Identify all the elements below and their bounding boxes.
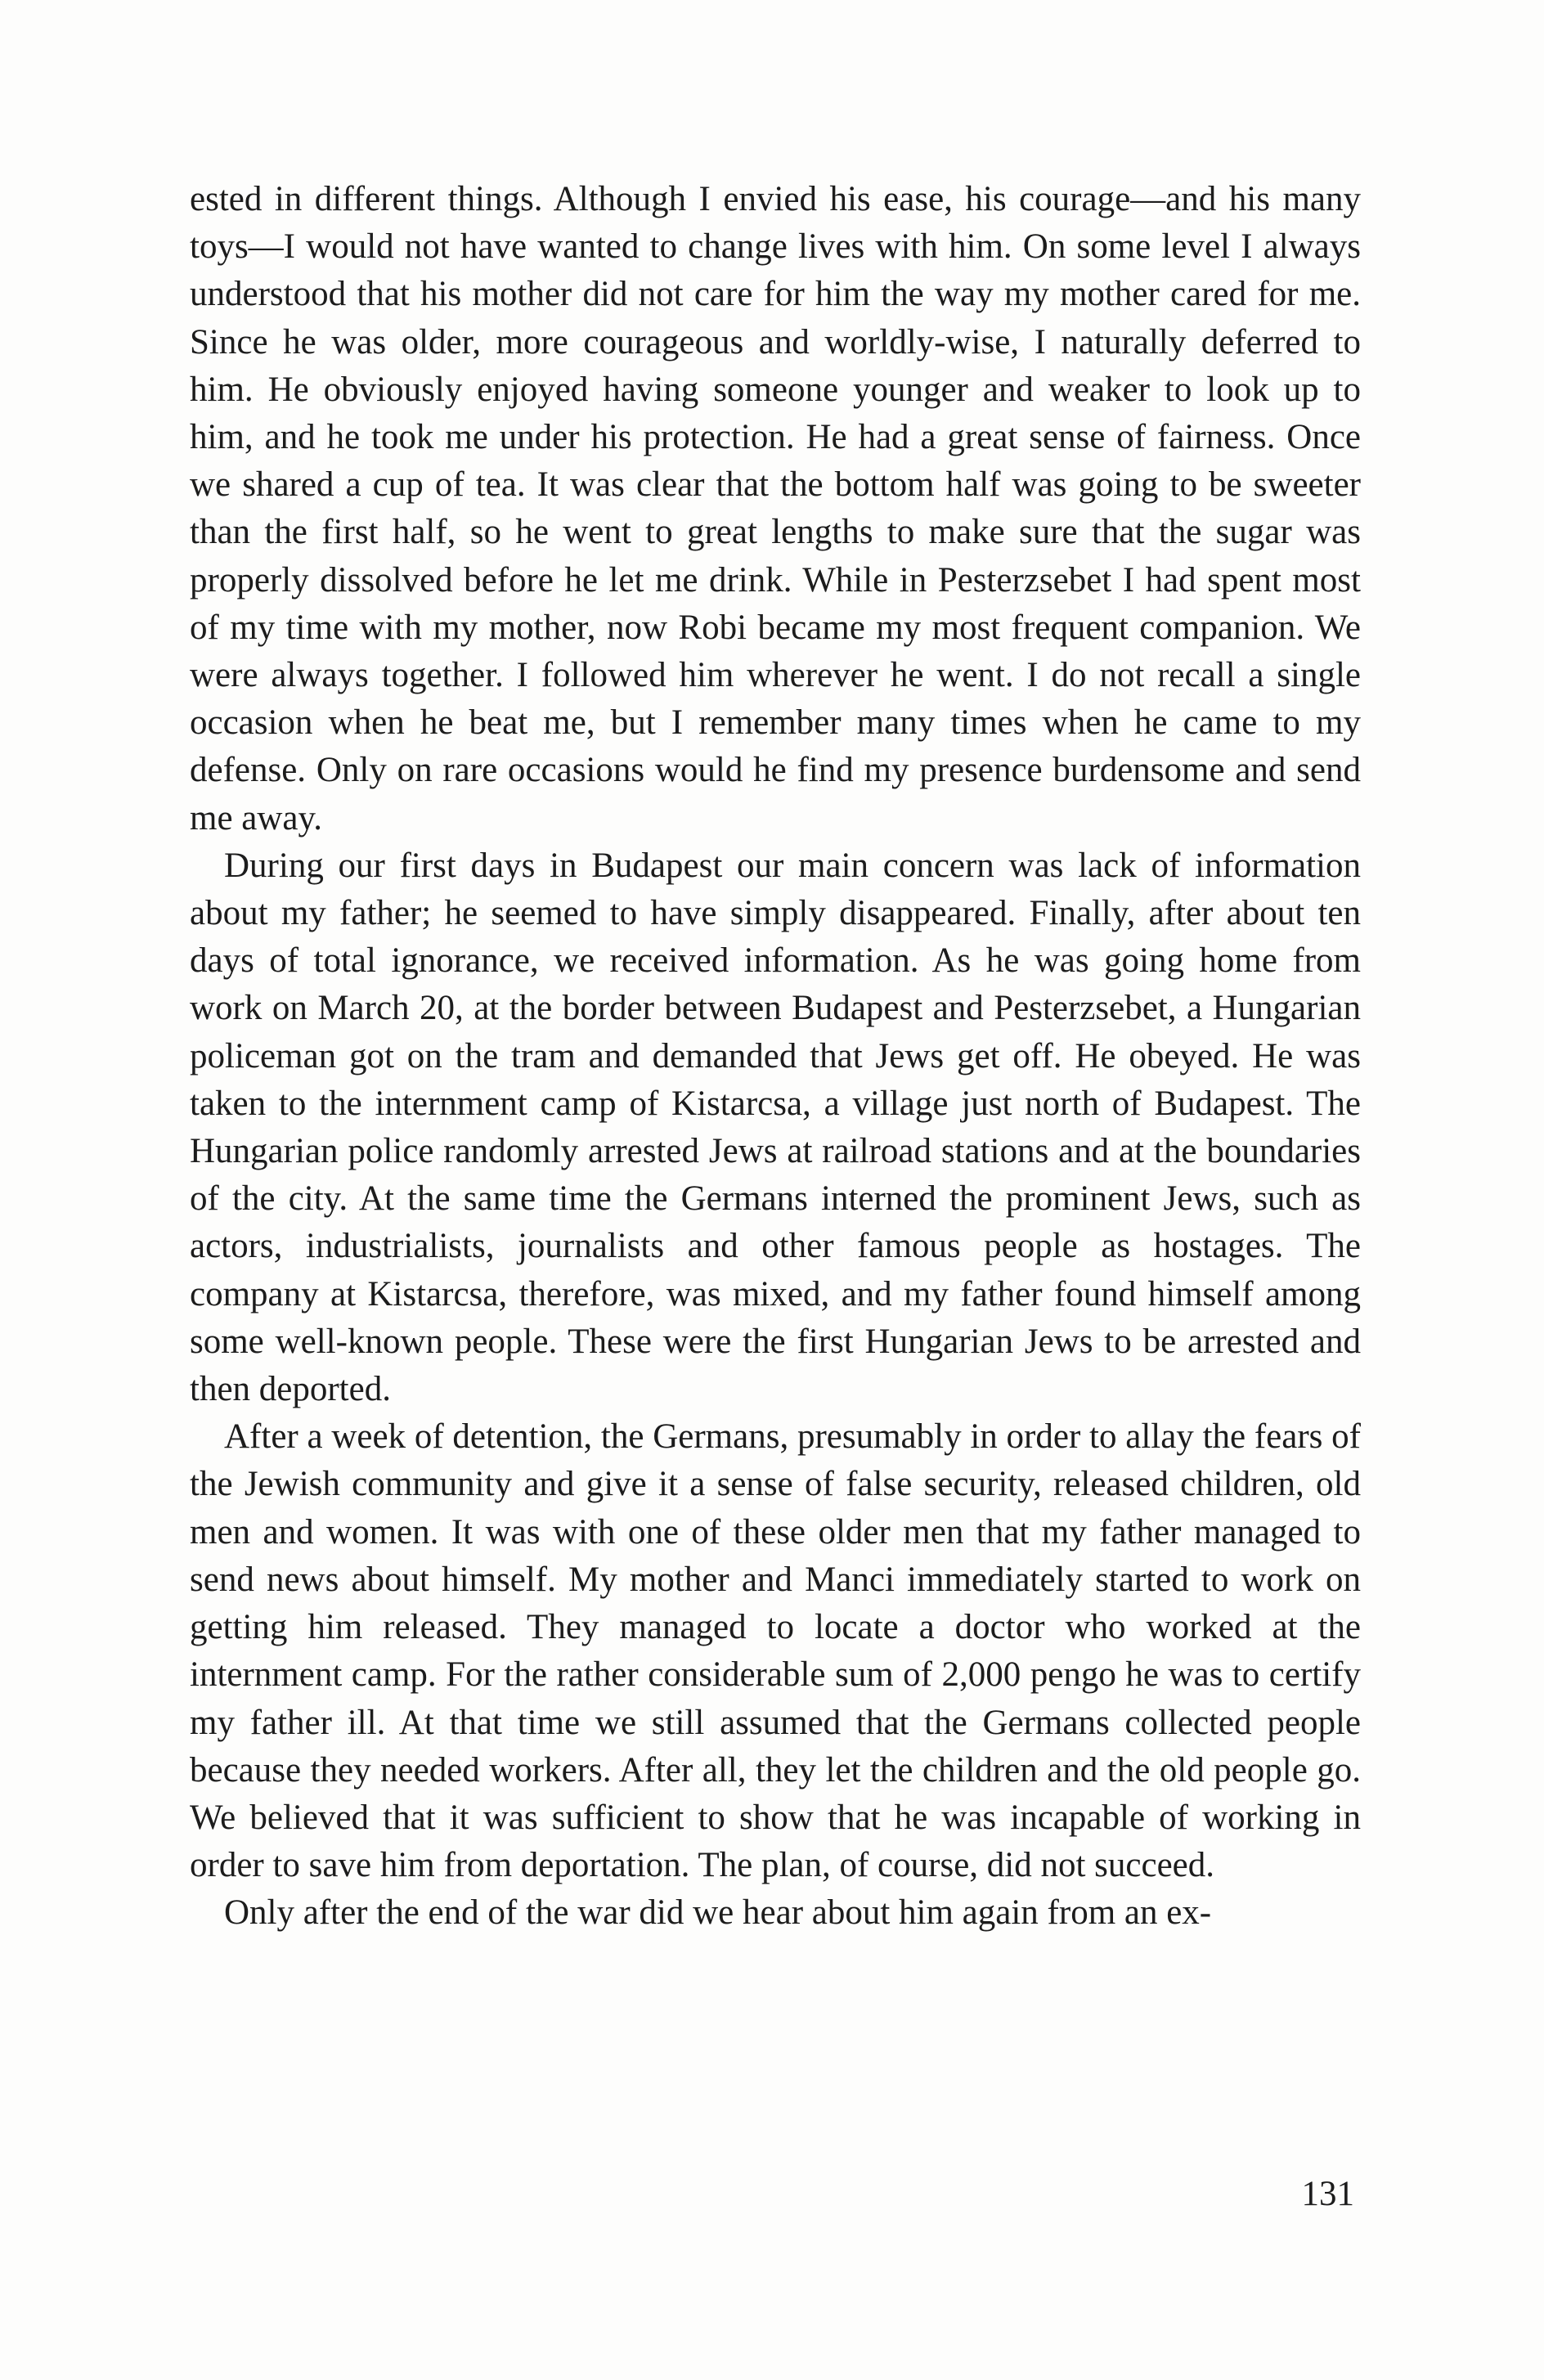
- paragraph: After a week of detention, the Germans, presumably in order to allay the fears of the Jewish community and give it a sense of false security, released children, old men and women. It was with one of these older men that my father managed to send news about himself. My mother and Manci immediately started to work on getting him released. They managed to locate a doctor who worked at the internment camp. For the rather considerable sum of 2,000 pengo he was to certify my father ill. At that time we still assumed that the Germans collected people because they needed workers. After all, they let the children and the old people go. We believed that it was sufficient to show that he was incapable of working in order to save him from deportation. The plan, of course, did not succeed.: [190, 1417, 1361, 1885]
- body-text: [190, 176, 1361, 1938]
- paragraph-continuation: ested in different things. Although I envied his ease, his courage—and his many toys—I would not have wanted to change lives with him. On some level I always understood that his mother did not care for him the way my mother cared for me. Since he was older, more courageous and worldly-wise, I naturally deferred to him. He obviously enjoyed having someone younger and weaker to look up to him, and he took me under his protection. He had a great sense of fairness. Once we shared a cup of tea. It was clear that the bottom half was going to be sweeter than the first half, so he went to great lengths to make sure that the sugar was properly dissolved before he let me drink. While in Pesterzsebet I had spent most of my time with my mother, now Robi became my most frequent companion. We were always together. I followed him wherever he went. I do not recall a single occasion when he beat me, but I remember many times when he came to my defense. Only on rare occasions would he find my presence burdensome and send me away.: [190, 180, 1361, 837]
- page-number: 131: [1301, 2175, 1354, 2213]
- paragraph: Only after the end of the war did we hear about him again from an ex-: [224, 1893, 1212, 1933]
- paragraph: During our first days in Budapest our main concern was lack of information about my father; he seemed to have simply disappeared. Finally, after about ten days of total ignorance, we received information. As he was going home from work on March 20, at the border between Budapest and Pesterzsebet, a Hungarian policeman got on the tram and demanded that Jews get off. He obeyed. He was taken to the internment camp of Kistarcsa, a village just north of Budapest. The Hungarian police randomly arrested Jews at railroad stations and at the boundaries of the city. At the same time the Germans interned the prominent Jews, such as actors, industrialists, journalists and other famous people as hostages. The company at Kistarcsa, therefore, was mixed, and my father found himself among some well-known people. These were the first Hungarian Jews to be arrested and then deported.: [190, 846, 1361, 1409]
